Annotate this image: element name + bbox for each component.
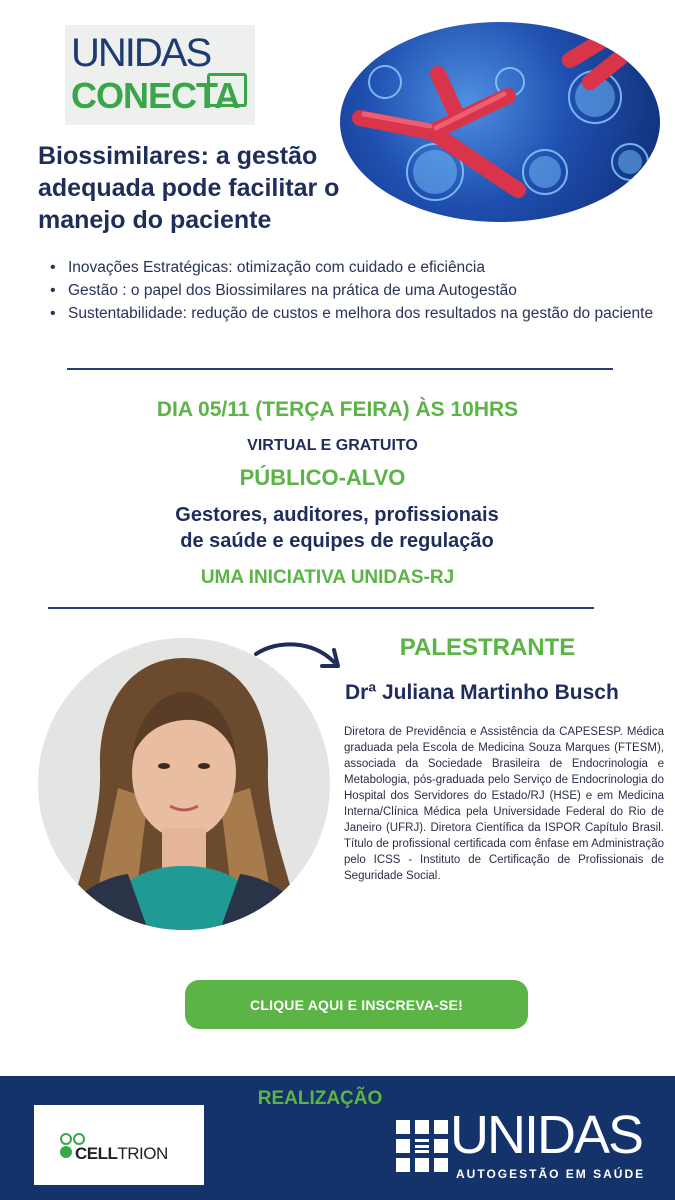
list-item: • Sustentabilidade: redução de custos e melhora dos resultados na gestão do paciente [48,302,668,325]
divider [48,607,594,609]
page-title: Biossimilares: a gestão adequada pode facilitar o manejo do paciente [38,142,340,234]
audience-label: PÚBLICO-ALVO [239,465,406,490]
unidas-wordmark: UNIDAS [450,1105,643,1165]
curved-arrow-icon [252,636,347,676]
celltrion-wordmark: CELLTRION [75,1144,168,1163]
speaker-heading: PALESTRANTE [399,634,576,661]
event-format: VIRTUAL E GRATUITO [247,437,418,454]
audience-text: Gestores, auditores, profissionais de saúde e equipes de regulação [175,504,499,552]
initiative-label: UMA INICIATIVA UNIDAS-RJ [200,567,455,588]
speaker-name: Drª Juliana Martinho Busch [345,681,619,704]
virus-antibody-illustration [340,22,660,222]
unidas-conecta-logo [65,25,255,125]
topic-list [48,256,668,325]
list-item: • Inovações Estratégicas: otimização com cuidado e eficiência [48,256,668,279]
unidas-tagline: AUTOGESTÃO EM SAÚDE [456,1167,646,1181]
speaker-photo [38,638,330,930]
unidas-grid-icon [396,1120,448,1172]
footer [0,1076,675,1200]
logo-line-1: UNIDAS [71,31,211,75]
event-date: DIA 05/11 (TERÇA FEIRA) ÀS 10HRS [156,398,519,421]
speaker-portrait [38,638,330,930]
footer-label: REALIZAÇÃO [257,1088,383,1109]
hero-art [340,22,660,222]
speaker-bio: Diretora de Previdência e Assistência da CAPESESP. Médica graduada pela Escola de Medicina Souza Marques (FTESM), associada da Sociedade Brasileira de Endocrinologia e Metabologia, pós-graduada pelo Serviço de Endocrinologia do Hospital dos Servidores do Estado/RJ (HSE) e em Medicina Interna/Clínica Médica pela Universidade Federal do Rio de Janeiro (UFRJ). Diretora Científica da ISPOR Capítulo Brasil. Título de profissional certificada com ênfase em Administração pelo ICSS - Instituto de Certificação de Profissionais de Seguridade Social. [344,726,664,882]
list-item: • Gestão : o papel dos Biossimilares na prática de uma Autogestão [48,279,668,302]
register-button[interactable]: CLIQUE AQUI E INSCREVA-SE! [185,980,528,1029]
celltrion-logo [34,1105,204,1185]
divider [67,368,613,370]
logo-line-2: CONECTA [71,75,240,116]
